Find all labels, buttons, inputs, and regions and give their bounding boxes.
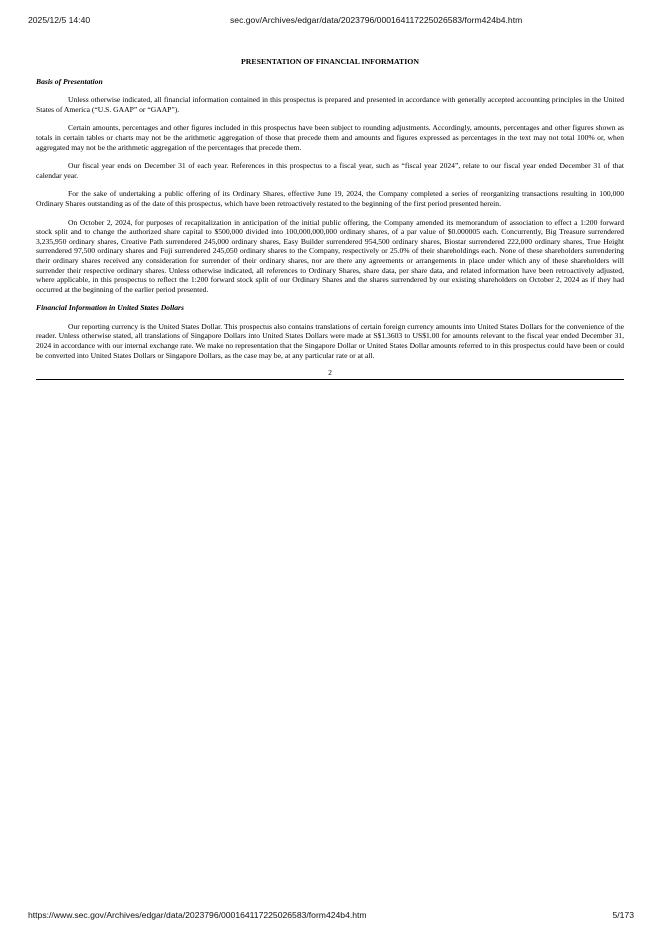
section-heading-financial-information-usd: Financial Information in United States Dollars [36, 303, 184, 313]
print-page-count: 5/173 [612, 910, 634, 920]
section-heading-basis-of-presentation: Basis of Presentation [36, 76, 103, 86]
print-footer-url: https://www.sec.gov/Archives/edgar/data/2023796/000164117225026583/form424b4.htm [28, 910, 367, 920]
document-page [36, 57, 624, 380]
document-title: PRESENTATION OF FINANCIAL INFORMATION [241, 57, 419, 66]
print-footer [0, 910, 662, 922]
paragraph: Unless otherwise indicated, all financial information contained in this prospectus is prepared and presented in accordance with generally accepted accounting principles in the United States of America (“U.S. GAAP” or “GAAP”). [36, 95, 624, 114]
paragraph: Certain amounts, percentages and other figures included in this prospectus have been subject to rounding adjustments. Accordingly, amounts, percentages and other figures shown as totals in certain tables or charts may not be the arithmetic aggregation of those that precede them and amounts and figures expressed as percentages in the text may not total 100% or, when aggregated may not be the arithmetic aggregation of the percentages that precede them. [36, 123, 624, 152]
print-header-url: sec.gov/Archives/edgar/data/2023796/000164117225026583/form424b4.htm [230, 15, 523, 25]
print-datetime: 2025/12/5 14:40 [28, 15, 91, 25]
paragraph: On October 2, 2024, for purposes of recapitalization in anticipation of the initial public offering, the Company amended its memorandum of association to effect a 1:200 forward stock split and to change the authorized share capital to $500,000 divided into 100,000,000,000 ordinary shares, of a par value of $0.000005 each. Concurrently, Big Treasure surrendered 3,235,950 ordinary shares, Creative Path surrendered 245,000 ordinary shares, Easy Builder surrendered 954,500 ordinary shares, Biostar surrendered 222,000 ordinary shares, True Height surrendered 97,500 ordinary shares and Fuji surrendered 245,050 ordinary shares to the Company, respectively or 25.0% of their shareholdings each. None of these shareholders surrendering their ordinary shares received any consideration for surrender of their ordinary shares, nor are there any agreements or arrangements in place under which any of these shareholders will surrender their respective ordinary shares. Unless otherwise indicated, all references to Ordinary Shares, share data, per share data, and related information have been retroactively adjusted, where applicable, in this prospectus to reflect the 1:200 forward stock split of our Ordinary Shares and the shares surrendered by our existing shareholders on October 2, 2024 as if they had occurred at the beginning of the earlier period presented. [36, 217, 624, 294]
paragraph: For the sake of undertaking a public offering of its Ordinary Shares, effective June 19, 2024, the Company completed a series of reorganizing transactions resulting in 100,000 Ordinary Shares outstanding as of the date of this prospectus, which have been retroactively restated to the beginning of the first period presented herein. [36, 189, 624, 208]
paragraph: Our reporting currency is the United States Dollar. This prospectus also contains translations of certain foreign currency amounts into United States Dollars for the convenience of the reader. Unless otherwise stated, all translations of Singapore Dollars into United States Dollars were made at S$1.3603 to US$1.00 for amounts relevant to the fiscal year ended December 31, 2024 in accordance with our internal exchange rate. We make no representation that the Singapore Dollar or United States Dollar amounts referred to in this prospectus could have been or could be converted into United States Dollars or Singapore Dollars, as the case may be, at any particular rate or at all. [36, 321, 624, 360]
print-header [0, 15, 662, 27]
page-number: 2 [328, 368, 332, 378]
page-divider [36, 379, 624, 380]
paragraph: Our fiscal year ends on December 31 of each year. References in this prospectus to a fiscal year, such as “fiscal year 2024”, relate to our fiscal year ended December 31 of that calendar year. [36, 161, 624, 180]
